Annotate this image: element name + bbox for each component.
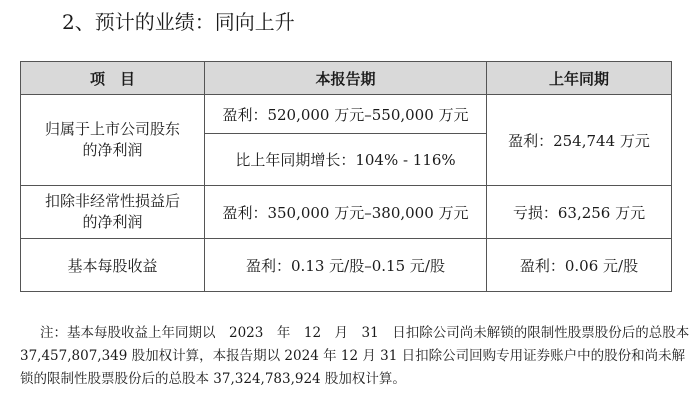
row-label-deducted-net-profit <box>21 186 205 239</box>
row-label-net-profit <box>21 95 205 186</box>
footnote <box>20 322 690 391</box>
table-row <box>21 186 672 239</box>
row-label-eps: 基本每股收益 <box>21 239 205 292</box>
footnote-line: 锁的限制性股票股份后的总股本 37,324,783,924 股加权计算。 <box>20 371 406 387</box>
cell-current-growth: 比上年同期增长：104% - 116% <box>205 134 487 186</box>
cell-prior-deducted: 亏损：63,256 万元 <box>487 186 672 239</box>
header-prior-period: 上年同期 <box>487 62 672 95</box>
cell-prior-profit: 盈利：254,744 万元 <box>487 95 672 186</box>
header-item: 项 目 <box>21 62 205 95</box>
row-label-line: 的净利润 <box>82 213 143 231</box>
cell-current-deducted: 盈利：350,000 万元–380,000 万元 <box>205 186 487 239</box>
footnote-line: 注：基本每股收益上年同期以 2023 年 12 月 31 日扣除公司尚未解锁的限制性股票股份后的总股本 <box>40 325 690 341</box>
section-heading: 2、预计的业绩：同向上升 <box>62 10 295 34</box>
cell-current-profit: 盈利：520,000 万元–550,000 万元 <box>205 95 487 134</box>
header-current-period: 本报告期 <box>205 62 487 95</box>
footnote-line: 37,457,807,349 股加权计算，本报告期以 2024 年 12 月 31 日扣除公司回购专用证券账户中的股份和尚未解 <box>20 348 686 364</box>
earnings-forecast-table <box>20 61 672 292</box>
cell-current-eps: 盈利：0.13 元/股–0.15 元/股 <box>205 239 487 292</box>
table-row <box>21 239 672 292</box>
cell-prior-eps: 盈利：0.06 元/股 <box>487 239 672 292</box>
row-label-line: 的净利润 <box>82 141 143 159</box>
row-label-line: 扣除非经常性损益后 <box>44 192 180 210</box>
table-header-row <box>21 62 672 95</box>
table-row <box>21 95 672 134</box>
row-label-line: 归属于上市公司股东 <box>44 120 180 138</box>
